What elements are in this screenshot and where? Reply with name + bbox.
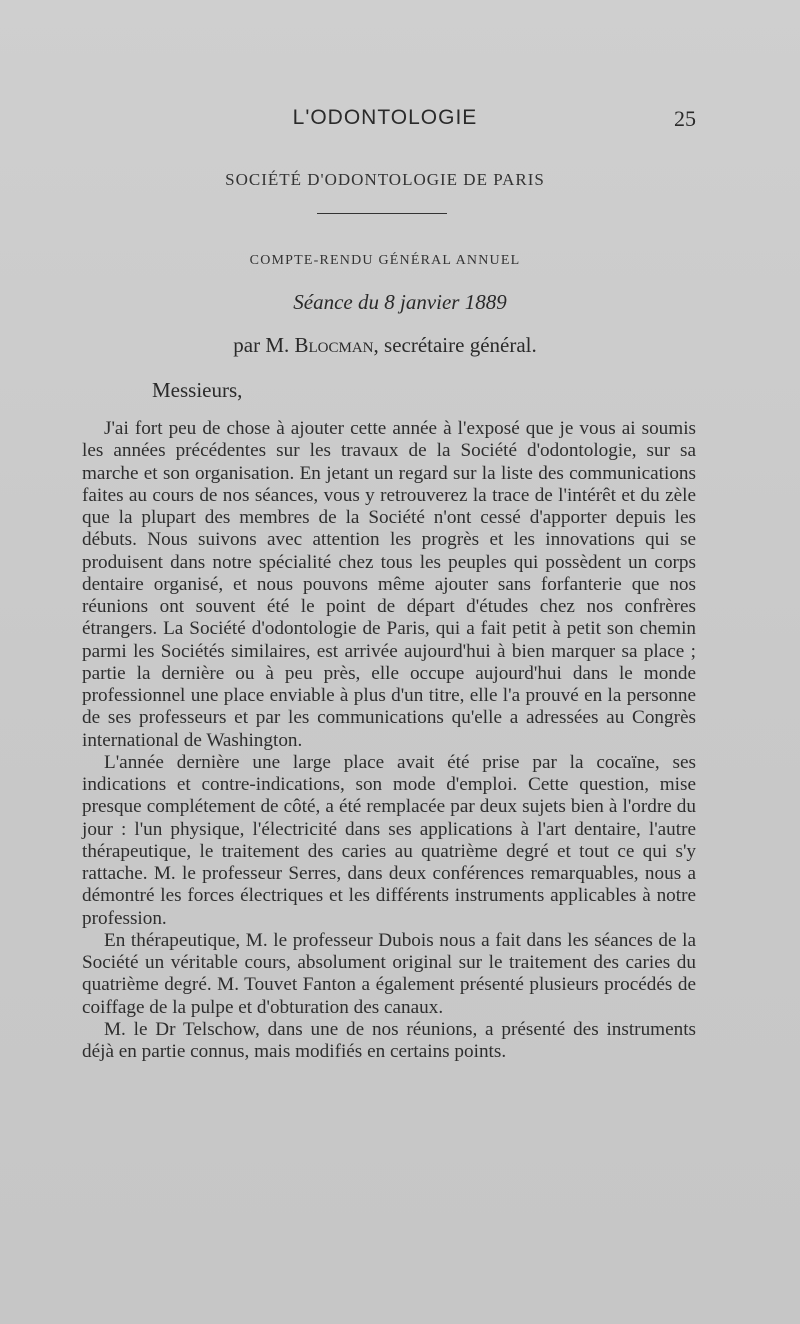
running-header xyxy=(0,106,800,136)
session-date: Séance du 8 janvier 1889 xyxy=(293,290,507,314)
article-body xyxy=(82,418,696,1063)
salutation: Messieurs, xyxy=(152,378,243,402)
paragraph: En thérapeutique, M. le professeur Dubois nous a fait dans les séances de la Société un véritable cours, absolument original sur le traitement des caries du quatrième degré. M. Touvet Fanton a également présenté plusieurs procédés de coiffage de la pulpe et d'obturation des canaux. xyxy=(82,929,696,1018)
page-number: 25 xyxy=(674,106,696,131)
byline-suffix: , secrétaire général. xyxy=(373,333,537,357)
journal-title: L'ODONTOLOGIE xyxy=(292,106,478,129)
paragraph: M. le Dr Telschow, dans une de nos réunions, a présenté des instruments déjà en partie connus, mais modifiés en certains points. xyxy=(82,1018,696,1062)
section-divider xyxy=(317,213,447,214)
byline xyxy=(0,333,770,358)
paragraph: J'ai fort peu de chose à ajouter cette année à l'exposé que je vous ai soumis les années précédentes sur les travaux de la Société d'odontologie, sur sa marche et son organisation. En jetant un regard sur la liste des communications faites au cours de nos séances, vous y retrouverez la trace de l'intérêt et du zèle que la plupart des membres de la Société n'ont cessé d'apporter depuis les débuts. Nous suivons avec attention les progrès et les innovations qui se produisent dans notre spécialité chez tous les peuples qui possèdent un corps dentaire organisé, et nous pouvons même ajouter sans forfanterie que nos réunions ont souvent été le point de départ d'études chez nos confrères étrangers. La Société d'odontologie de Paris, qui a fait petit à petit son chemin parmi les Sociétés similaires, est arrivée aujourd'hui à bien marquer sa place ; partie la dernière ou à peu près, elle occupe aujourd'hui dans le monde professionnel une place enviable à plus d'un titre, elle l'a prouvé en la personne de ses professeurs et par les communications qu'elle a adressées au Congrès international de Washington. xyxy=(82,418,696,751)
report-title: COMPTE-RENDU GÉNÉRAL ANNUEL xyxy=(249,253,521,268)
society-title: SOCIÉTÉ D'ODONTOLOGIE DE PARIS xyxy=(225,170,545,189)
author-name: Blocman xyxy=(294,333,374,357)
paragraph: L'année dernière une large place avait été prise par la cocaïne, ses indications et contre-indications, son mode d'emploi. Cette question, mise presque complétement de côté, a été remplacée par deux sujets bien à l'ordre du jour : l'un physique, l'électricité dans ses applications à l'art dentaire, l'autre thérapeutique, le traitement des caries au quatrième degré et tout ce qui s'y rattache. M. le professeur Serres, dans deux conférences remarquables, nous a démontré les forces électriques et les différents instruments applicables à notre profession. xyxy=(82,751,696,929)
byline-prefix: par M. xyxy=(233,333,295,357)
